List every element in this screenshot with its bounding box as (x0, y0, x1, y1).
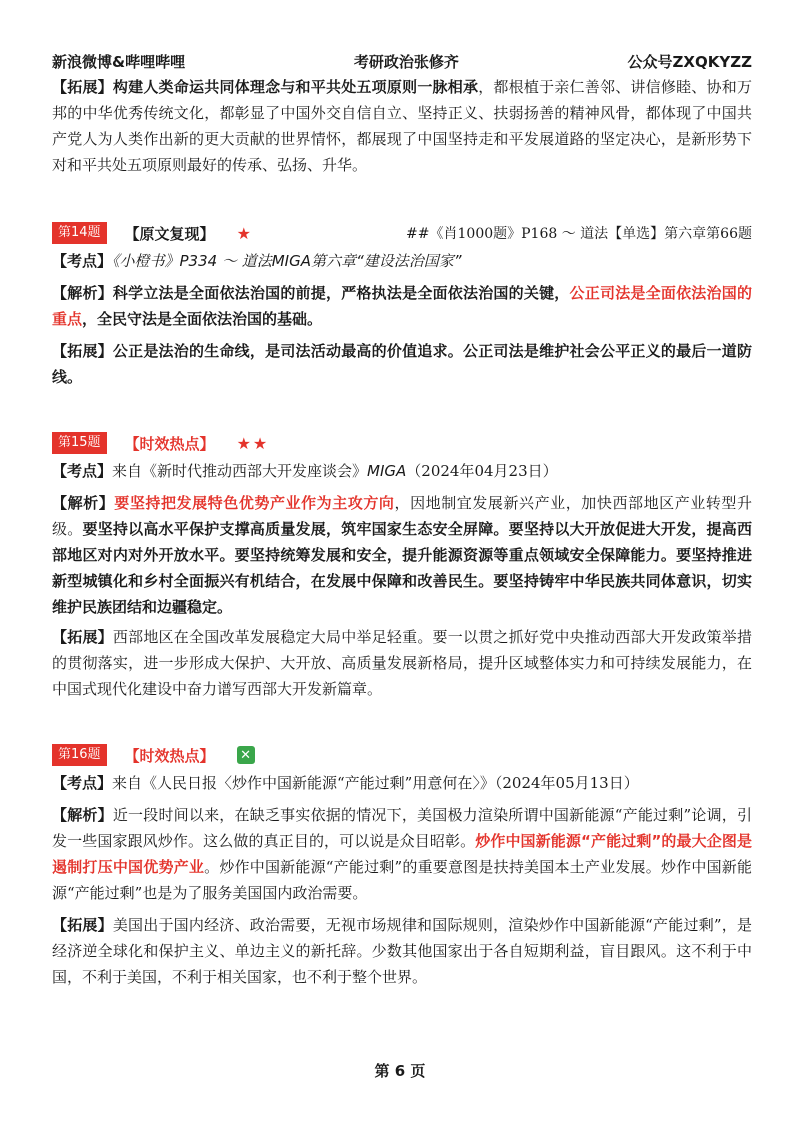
q15-tuozhan-text: 西部地区在全国改革发展稳定大局中举足轻重。要一以贯之抓好党中央推动西部大开发政策举措的贯彻落实，进一步形成大保护、大开放、高质量发展新格局，提升区域整体实力和可持续发展能力，在中国式现代化建设中奋力谱写西部大开发新篇章。 (52, 628, 752, 698)
q14-heading (52, 220, 752, 246)
q15-tuozhan-label: 【拓展】 (52, 628, 113, 646)
q15-jiexi (52, 490, 752, 620)
page-header (52, 48, 752, 74)
q14-tuozhan-label: 【拓展】 (52, 342, 113, 360)
intro-text: ，都根植于亲仁善邻、讲信修睦、协和万邦的中华优秀传统文化，都彰显了中国外交自信自立、坚持正义、扶弱扬善的精神风骨，都体现了中国共产党人为人类作出新的更大贡献的世界情怀，都展现了中国坚持走和平发展道路的坚定决心，是新形势下对和平共处五项原则最好的传承、弘扬、升华。 (52, 78, 752, 174)
q14-badge: 第14题 (52, 222, 107, 244)
q15-jiexi-text-2: 要坚持以高水平保护支撑高质量发展，筑牢国家生态安全屏障。要坚持以大开放促进大开发，提高西部地区对内对外开放水平。要坚持统筹发展和安全，提升能源资源等重点领域安全保障能力。要坚持推进新型城镇化和乡村全面振兴有机结合，在发展中保障和改善民生。要坚持铸牢中华民族共同体意识，切实维护民族团结和边疆稳定。 (52, 520, 752, 616)
q15-jiexi-text-1: ，因地制宜发展新兴产业，加快西部地区产业转型升级。 (52, 494, 752, 538)
x-mark-icon: ✕ (237, 746, 255, 764)
q16-jiexi-label: 【解析】 (52, 806, 113, 824)
q14-tuozhan-text: 公正是法治的生命线，是司法活动最高的价值追求。公正司法是维护社会公平正义的最后一道防线。 (52, 342, 752, 386)
intro-paragraph (52, 74, 752, 178)
document-page (52, 48, 752, 990)
q16-badge: 第16题 (52, 744, 107, 766)
q15-jiexi-label: 【解析】 (52, 494, 115, 512)
q15-badge: 第15题 (52, 432, 107, 454)
q14-kaodian-text: 《小橙书》P334 ～ 道法MIGA第六章“建设法治国家” (112, 252, 462, 270)
q16-tag: 【时效热点】 (124, 746, 215, 765)
header-left: 新浪微博&哔哩哔哩 (52, 52, 186, 71)
q16-tuozhan-text: 美国出于国内经济、政治需要，无视市场规律和国际规则，渲染炒作中国新能源“产能过剩”，是经济逆全球化和保护主义、单边主义的新托辞。少数其他国家出于各自短期利益，盲目跟风。这不利于中国，不利于美国，不利于相关国家，也不利于整个世界。 (52, 916, 752, 986)
star-icon: ★★ (236, 433, 270, 453)
q14-tuozhan (52, 338, 752, 390)
q14-tag: 【原文复现】 (124, 224, 215, 243)
q16-heading (52, 742, 752, 768)
intro-label: 【拓展】 (52, 78, 113, 96)
q16-tuozhan-label: 【拓展】 (52, 916, 113, 934)
intro-bold-text: 构建人类命运共同体理念与和平共处五项原则一脉相承 (112, 78, 479, 96)
q15-tuozhan (52, 624, 752, 702)
q15-kaodian (52, 458, 752, 484)
star-icon: ★ (236, 223, 253, 243)
q16-kaodian-text: 来自《人民日报〈炒作中国新能源“产能过剩”用意何在〉》（2024年05月13日） (112, 774, 639, 792)
q15-kaodian-text-1: 来自《新时代推动西部大开发座谈会》 (112, 462, 368, 480)
q16-tuozhan (52, 912, 752, 990)
q15-kaodian-text-2: （2024年04月23日） (406, 462, 558, 480)
q16-jiexi-text-2: 。炒作中国新能源“产能过剩”的重要意图是扶持美国本土产业发展。炒作中国新能源“产能过剩”也是为了服务美国国内政治需要。 (52, 858, 752, 902)
q15-jiexi-highlight: 要坚持把发展特色优势产业作为主攻方向 (114, 494, 395, 512)
q14-jiexi (52, 280, 752, 332)
header-center: 考研政治张修齐 (353, 52, 459, 71)
q16-kaodian (52, 770, 752, 796)
q15-kaodian-miga: MIGA (367, 462, 407, 480)
q14-kaodian (52, 248, 752, 274)
q14-jiexi-text-2: ，全民守法是全面依法治国的基础。 (82, 310, 323, 328)
q14-jiexi-highlight: 公正司法是全面依法治国的重点 (52, 284, 752, 328)
q15-kaodian-label: 【考点】 (52, 462, 113, 480)
q15-tag: 【时效热点】 (124, 434, 215, 453)
q14-jiexi-label: 【解析】 (52, 284, 113, 302)
header-right: 公众号ZXQKYZZ (627, 52, 752, 71)
q16-kaodian-label: 【考点】 (52, 774, 113, 792)
q14-kaodian-label: 【考点】 (52, 252, 113, 270)
q14-jiexi-text-1: 科学立法是全面依法治国的前提，严格执法是全面依法治国的关键， (112, 284, 570, 302)
q16-jiexi-text-1: 近一段时间以来，在缺乏事实依据的情况下，美国极力渲染所谓中国新能源“产能过剩”论调，引发一些国家跟风炒作。这么做的真正目的，可以说是众目昭彰。 (52, 806, 752, 850)
q15-heading (52, 430, 752, 456)
page-number: 第 6 页 (374, 1062, 426, 1080)
q16-jiexi-highlight: 炒作中国新能源“产能过剩”的最大企图是遏制打压中国优势产业 (52, 832, 752, 876)
q14-source: ##《肖1000题》P168 ～ 道法【单选】第六章第66题 (406, 226, 752, 242)
q16-jiexi (52, 802, 752, 906)
